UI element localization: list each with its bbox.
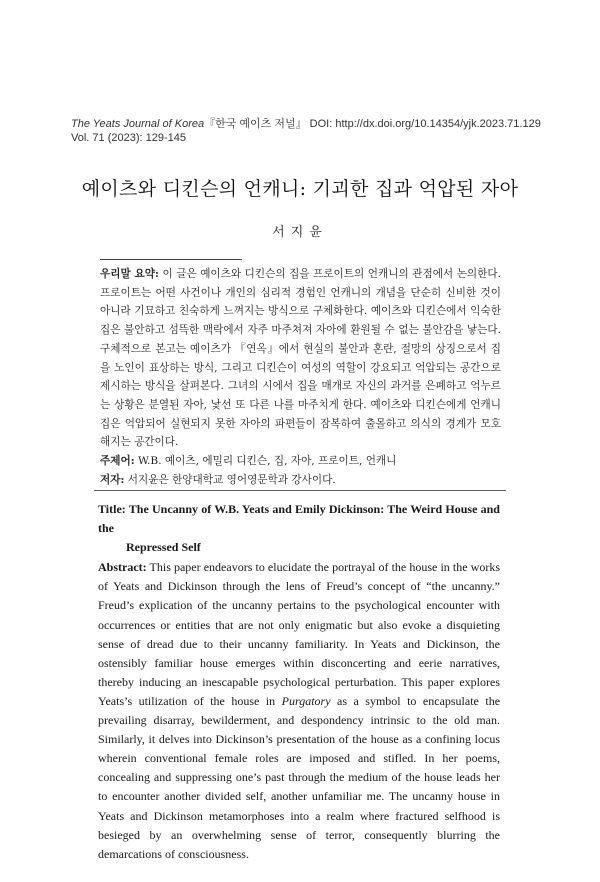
journal-header [71, 117, 541, 145]
english-abstract-text-1: This paper endeavors to elucidate the portrayal of the house in the works of Yeats and Dickinson through the lens of Freud’s concept of “the uncanny.” Freud’s explication of the uncanny pertains to the psychological encounter with occurrences or entities that are not only enigmatic but also evoke a disquieting sense of dread due to their uncanny familiarity. In Yeats and Dickinson, the ostensibly familiar house emerges within disconcerting and eerie narratives, thereby inducing an inescapable psychological perturbation. This paper explores Yeats’s utilization of the house in [98, 560, 500, 708]
abstract-rule [100, 259, 242, 260]
section-divider [94, 490, 506, 491]
journal-name: The Yeats Journal of Korea [71, 118, 205, 130]
keywords-text: W.B. 예이츠, 에밀리 디킨슨, 집, 자아, 프로이트, 언캐니 [138, 455, 397, 468]
english-title-prefix: Title: [98, 502, 126, 516]
author-name-ko: 서지윤 [272, 225, 328, 240]
purgatory-title-italic: Purgatory [281, 693, 331, 708]
author-note-line [100, 471, 501, 490]
volume-info: Vol. 71 (2023): 129-145 [71, 132, 186, 144]
keywords-line [100, 452, 501, 471]
journal-citation-line [71, 117, 541, 131]
english-abstract [98, 500, 500, 864]
korean-abstract-label: 우리말 요약: [100, 268, 159, 280]
author-note-label: 저자: [100, 473, 125, 486]
english-abstract-body [98, 558, 500, 864]
keywords-label: 주제어: [100, 455, 135, 468]
english-title-line2: Repressed Self [126, 540, 201, 555]
korean-abstract-body [100, 265, 501, 452]
english-abstract-label: Abstract: [98, 560, 147, 575]
english-title-line1: The Uncanny of W.B. Yeats and Emily Dickinson: The Weird House and the [98, 502, 500, 536]
english-title [98, 500, 500, 557]
korean-abstract [100, 265, 501, 489]
journal-name-ko: 『한국 예이츠 저널』 [204, 118, 307, 130]
paper-title-ko: 예이츠와 디킨슨의 언캐니: 기괴한 집과 억압된 자아 [81, 178, 519, 200]
doi-link[interactable]: DOI: http://dx.doi.org/10.14354/yjk.2023.71.129 [309, 118, 541, 130]
author-note-text: 서지윤은 한양대학교 영어영문학과 강사이다. [127, 473, 336, 486]
korean-abstract-text: 이 글은 예이츠와 디킨슨의 집을 프로이트의 언캐니의 관점에서 논의한다. 프로이트는 어떤 사건이나 개인의 심리적 경험인 언캐니의 개념을 단순히 신비한 것이 아니라 기묘하고 친숙하게 느껴지는 방식으로 구체화한다. 예이츠와 디킨슨에서 익숙한 집은 불안하고 섬뜩한 맥락에서 자주 마주쳐져 자아에 환원될 수 없는 불안감을 낳는다. 구체적으로 본고는 예이츠가 『연옥』에서 현실의 불안과 혼란, 절망의 상징으로서 집을 노인이 표상하는 방식, 그리고 디킨슨이 여성의 역할이 강요되고 억압되는 공간으로 제시하는 방식을 살펴본다. 그녀의 시에서 집을 매개로 자신의 과거를 은폐하고 억누르는 상황은 분열된 자아, 낯선 또 다른 나를 마주치게 한다. 예이츠와 디킨슨에게 언캐니 집은 억압되어 실현되지 못한 자아의 파편들이 잠복하여 출몰하고 의식의 경계가 모호해지는 공간이다. [100, 268, 501, 449]
english-abstract-text-2: as a symbol to encapsulate the prevailing disarray, bewilderment, and despondency intrinsic to the old man. Similarly, it delves into Dickinson’s presentation of the house as a confining locus wherein conventional female roles are imposed and stifled. In her poems, concealing and suppressing one’s past through the medium of the house leads her to encounter another divided self, another unfamiliar me. The uncanny house in Yeats and Dickinson metamorphoses into a realm where fractured selfhood is besieged by an overwhelming sense of terror, consequently blurring the demarcations of consciousness. [98, 693, 501, 861]
